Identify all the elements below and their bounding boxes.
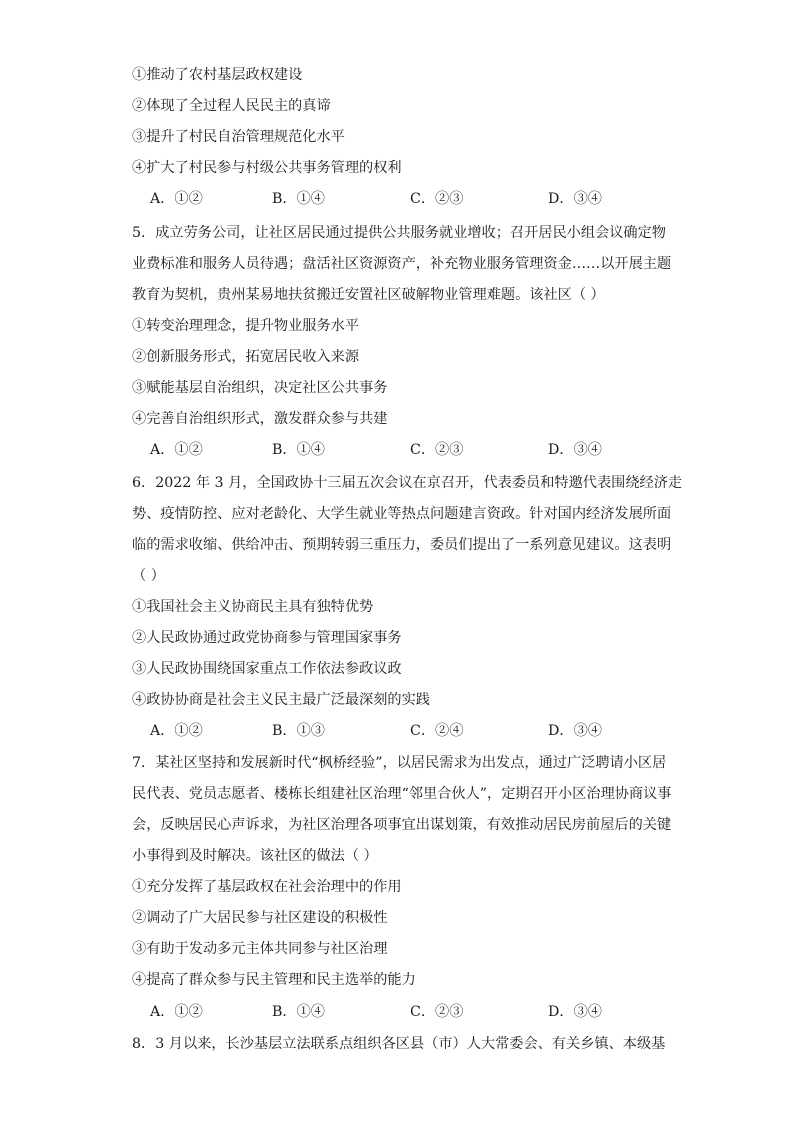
q7-statement-1: ①充分发挥了基层政权在社会治理中的作用 [132,879,402,895]
q6-option-b: B．①③ [272,723,325,739]
q4-statement-1: ①推动了农村基层政权建设 [132,67,303,83]
q5-stem-line-1: 5．成立劳务公司，让社区居民通过提供公共服务就业增收；召开居民小组会议确定物 [132,225,666,241]
q5-statement-3: ③赋能基层自治组织，决定社区公共事务 [132,380,388,396]
q5-option-b: B．①④ [272,442,325,458]
q5-stem-line-2: 业费标准和服务人员待遇；盘活社区资源资产，补充物业服务管理资金……以开展主题 [132,256,672,272]
q5-option-d: D．③④ [548,442,602,458]
q4-statement-4: ④扩大了村民参与村级公共事务管理的权利 [132,160,402,176]
q6-statement-1: ①我国社会主义协商民主具有独特优势 [132,599,374,615]
q6-options [150,721,670,741]
q5-option-c: C．②③ [410,442,464,458]
q7-stem-line-1: 7．某社区坚持和发展新时代“枫桥经验”，以居民需求为出发点，通过广泛聘请小区居 [132,755,667,771]
q4-statement-2: ②体现了全过程人民民主的真谛 [132,98,331,114]
q4-option-b: B．①④ [272,191,325,207]
q6-stem-line-1: 6．2022 年 3 月，全国政协十三届五次会议在京召开，代表委员和特邀代表围绕经济走 [132,475,683,491]
q7-option-d: D．③④ [548,1004,602,1020]
q8-stem-line-1: 8．3 月以来，长沙基层立法联系点组织各区县（市）人大常委会、有关乡镇、本级基 [132,1036,666,1052]
q5-statement-4: ④完善自治组织形式，激发群众参与共建 [132,411,388,427]
q4-options [150,189,670,209]
q6-option-a: A．①② [150,723,203,739]
q7-statement-3: ③有助于发动多元主体共同参与社区治理 [132,941,388,957]
q6-option-c: C．②④ [410,723,464,739]
q6-statement-3: ③人民政协围绕国家重点工作依法参政议政 [132,661,402,677]
q5-stem-line-3: 教育为契机，贵州某易地扶贫搬迁安置社区破解物业管理难题。该社区（ ） [132,287,605,303]
q4-option-c: C．②③ [410,191,464,207]
q7-statement-2: ②调动了广大居民参与社区建设的积极性 [132,910,388,926]
q7-stem-line-3: 会，反映居民心声诉求，为社区治理各项事宜出谋划策，有效推动居民房前屋后的关键 [132,817,672,833]
q5-option-a: A．①② [150,442,203,458]
q7-stem-line-2: 民代表、党员志愿者、楼栋长组建社区治理“邻里合伙人”，定期召开小区治理协商议事 [132,786,672,802]
q4-option-d: D．③④ [548,191,602,207]
q6-stem-line-3: 临的需求收缩、供给冲击、预期转弱三重压力，委员们提出了一系列意见建议。这表明 [132,537,672,553]
q5-options [150,440,670,460]
q6-stem-line-2: 势、疫情防控、应对老龄化、大学生就业等热点问题建言资政。针对国内经济发展所面 [132,506,672,522]
q6-stem-line-4: （ ） [132,568,165,584]
q5-statement-2: ②创新服务形式，拓宽居民收入来源 [132,349,360,365]
q4-option-a: A．①② [150,191,203,207]
q7-option-a: A．①② [150,1004,203,1020]
q5-statement-1: ①转变治理理念，提升物业服务水平 [132,318,360,334]
q7-option-b: B．①④ [272,1004,325,1020]
q6-statement-2: ②人民政协通过政党协商参与管理国家事务 [132,630,402,646]
q7-statement-4: ④提高了群众参与民主管理和民主选举的能力 [132,972,416,988]
q7-stem-line-4: 小事得到及时解决。该社区的做法（ ） [132,848,378,864]
q7-options [150,1002,670,1022]
q6-statement-4: ④政协协商是社会主义民主最广泛最深刻的实践 [132,692,430,708]
q7-option-c: C．②③ [410,1004,464,1020]
q6-option-d: D．③④ [548,723,602,739]
q4-statement-3: ③提升了村民自治管理规范化水平 [132,129,345,145]
